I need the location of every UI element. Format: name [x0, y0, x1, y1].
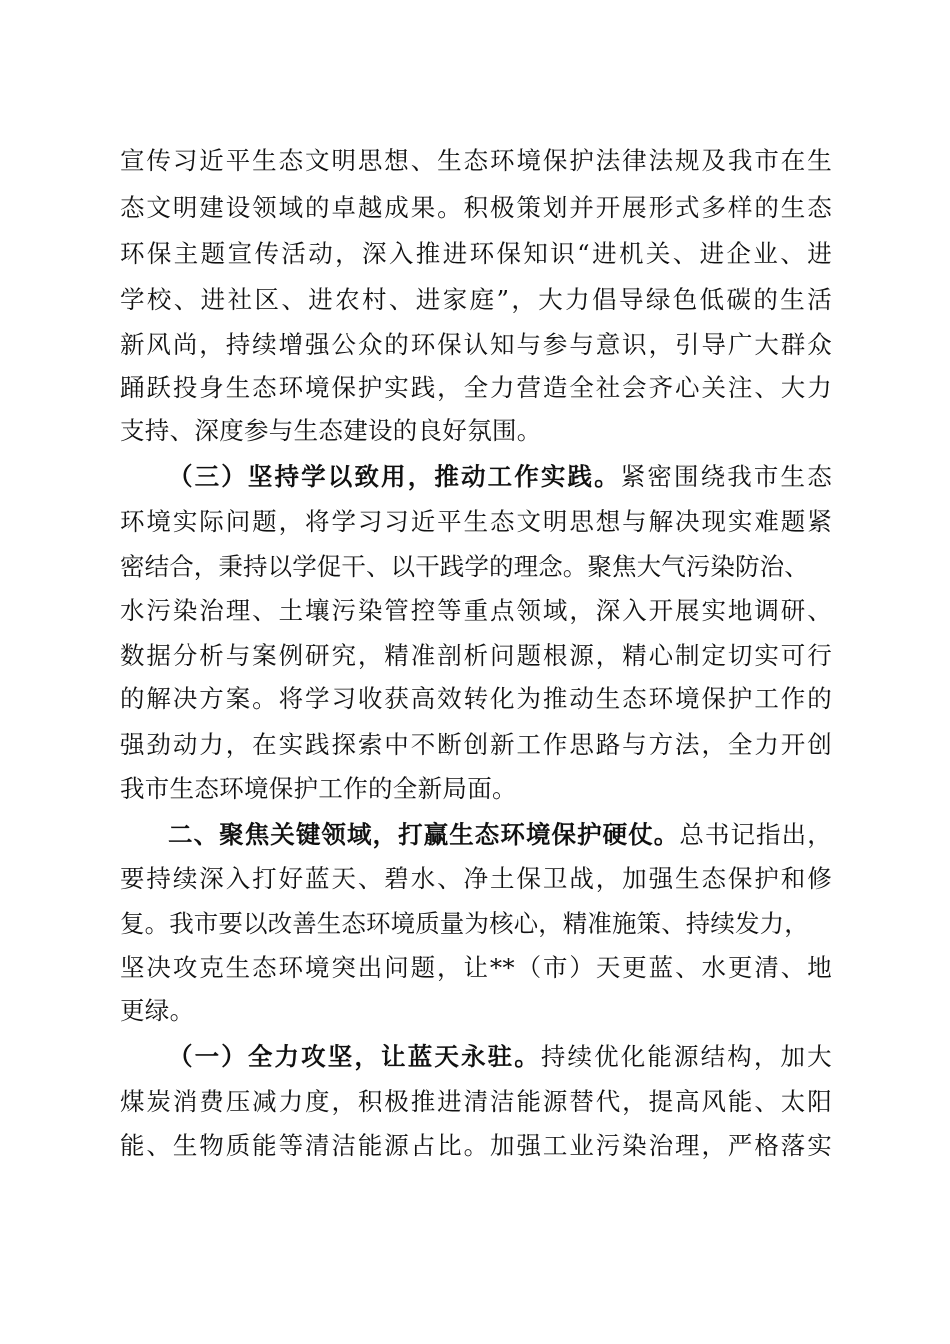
body-text-line: 坚决攻克生态环境突出问题，让**（市）天更蓝、水更清、地	[120, 953, 832, 982]
subsection-line	[168, 1035, 832, 1079]
body-text-line: 环境实际问题，将学习习近平生态文明思想与解决现实难题紧	[120, 507, 832, 536]
body-text-line: 要持续深入打好蓝天、碧水、净土保卫战，加强生态保护和修	[120, 864, 832, 893]
body-text-line: 强劲动力，在实践探索中不断创新工作思路与方法，全力开创	[120, 730, 832, 759]
body-text-line: 新风尚，持续增强公众的环保认知与参与意识，引导广大群众	[120, 330, 832, 359]
body-text-line: 宣传习近平生态文明思想、生态环境保护法律法规及我市在生	[120, 146, 832, 175]
section-line	[168, 813, 832, 857]
body-text-line: 学校、进社区、进农村、进家庭”，大力倡导绿色低碳的生活	[120, 285, 832, 314]
body-text-line: 密结合，秉持以学促干、以干践学的理念。聚焦大气污染防治、	[120, 552, 809, 581]
body-text-line: 数据分析与案例研究，精准剖析问题根源，精心制定切实可行	[120, 641, 832, 670]
body-text-line: 复。我市要以改善生态环境质量为核心，精准施策、持续发力，	[120, 909, 809, 938]
body-text-line: 更绿。	[120, 996, 195, 1025]
body-text-line: 煤炭消费压减力度，积极推进清洁能源替代，提高风能、太阳	[120, 1087, 832, 1116]
subsection-lead-text: 持续优化能源结构，加大	[540, 1042, 832, 1071]
body-text-line: 水污染治理、土壤污染管控等重点领域，深入开展实地调研、	[120, 596, 832, 625]
body-text-line: 态文明建设领域的卓越成果。积极策划并开展形式多样的生态	[120, 193, 832, 222]
body-text-line: 我市生态环境保护工作的全新局面。	[120, 774, 517, 803]
section-lead-text: 总书记指出，	[679, 820, 832, 849]
subsection-line	[168, 455, 832, 499]
subsection-heading: （一）全力攻坚，让蓝天永驻。	[168, 1042, 541, 1071]
body-text-line: 环保主题宣传活动，深入推进环保知识“进机关、进企业、进	[120, 239, 832, 268]
subsection-lead-text: 紧密围绕我市生态	[620, 462, 832, 491]
body-text-line: 能、生物质能等清洁能源占比。加强工业污染治理，严格落实	[120, 1131, 832, 1160]
body-text-line: 支持、深度参与生态建设的良好氛围。	[120, 416, 542, 445]
body-text-line: 踊跃投身生态环境保护实践，全力营造全社会齐心关注、大力	[120, 373, 832, 402]
section-heading: 二、聚焦关键领域，打赢生态环境保护硬仗。	[168, 820, 680, 849]
subsection-heading: （三）坚持学以致用，推动工作实践。	[168, 462, 621, 491]
body-text-line: 的解决方案。将学习收获高效转化为推动生态环境保护工作的	[120, 684, 832, 713]
